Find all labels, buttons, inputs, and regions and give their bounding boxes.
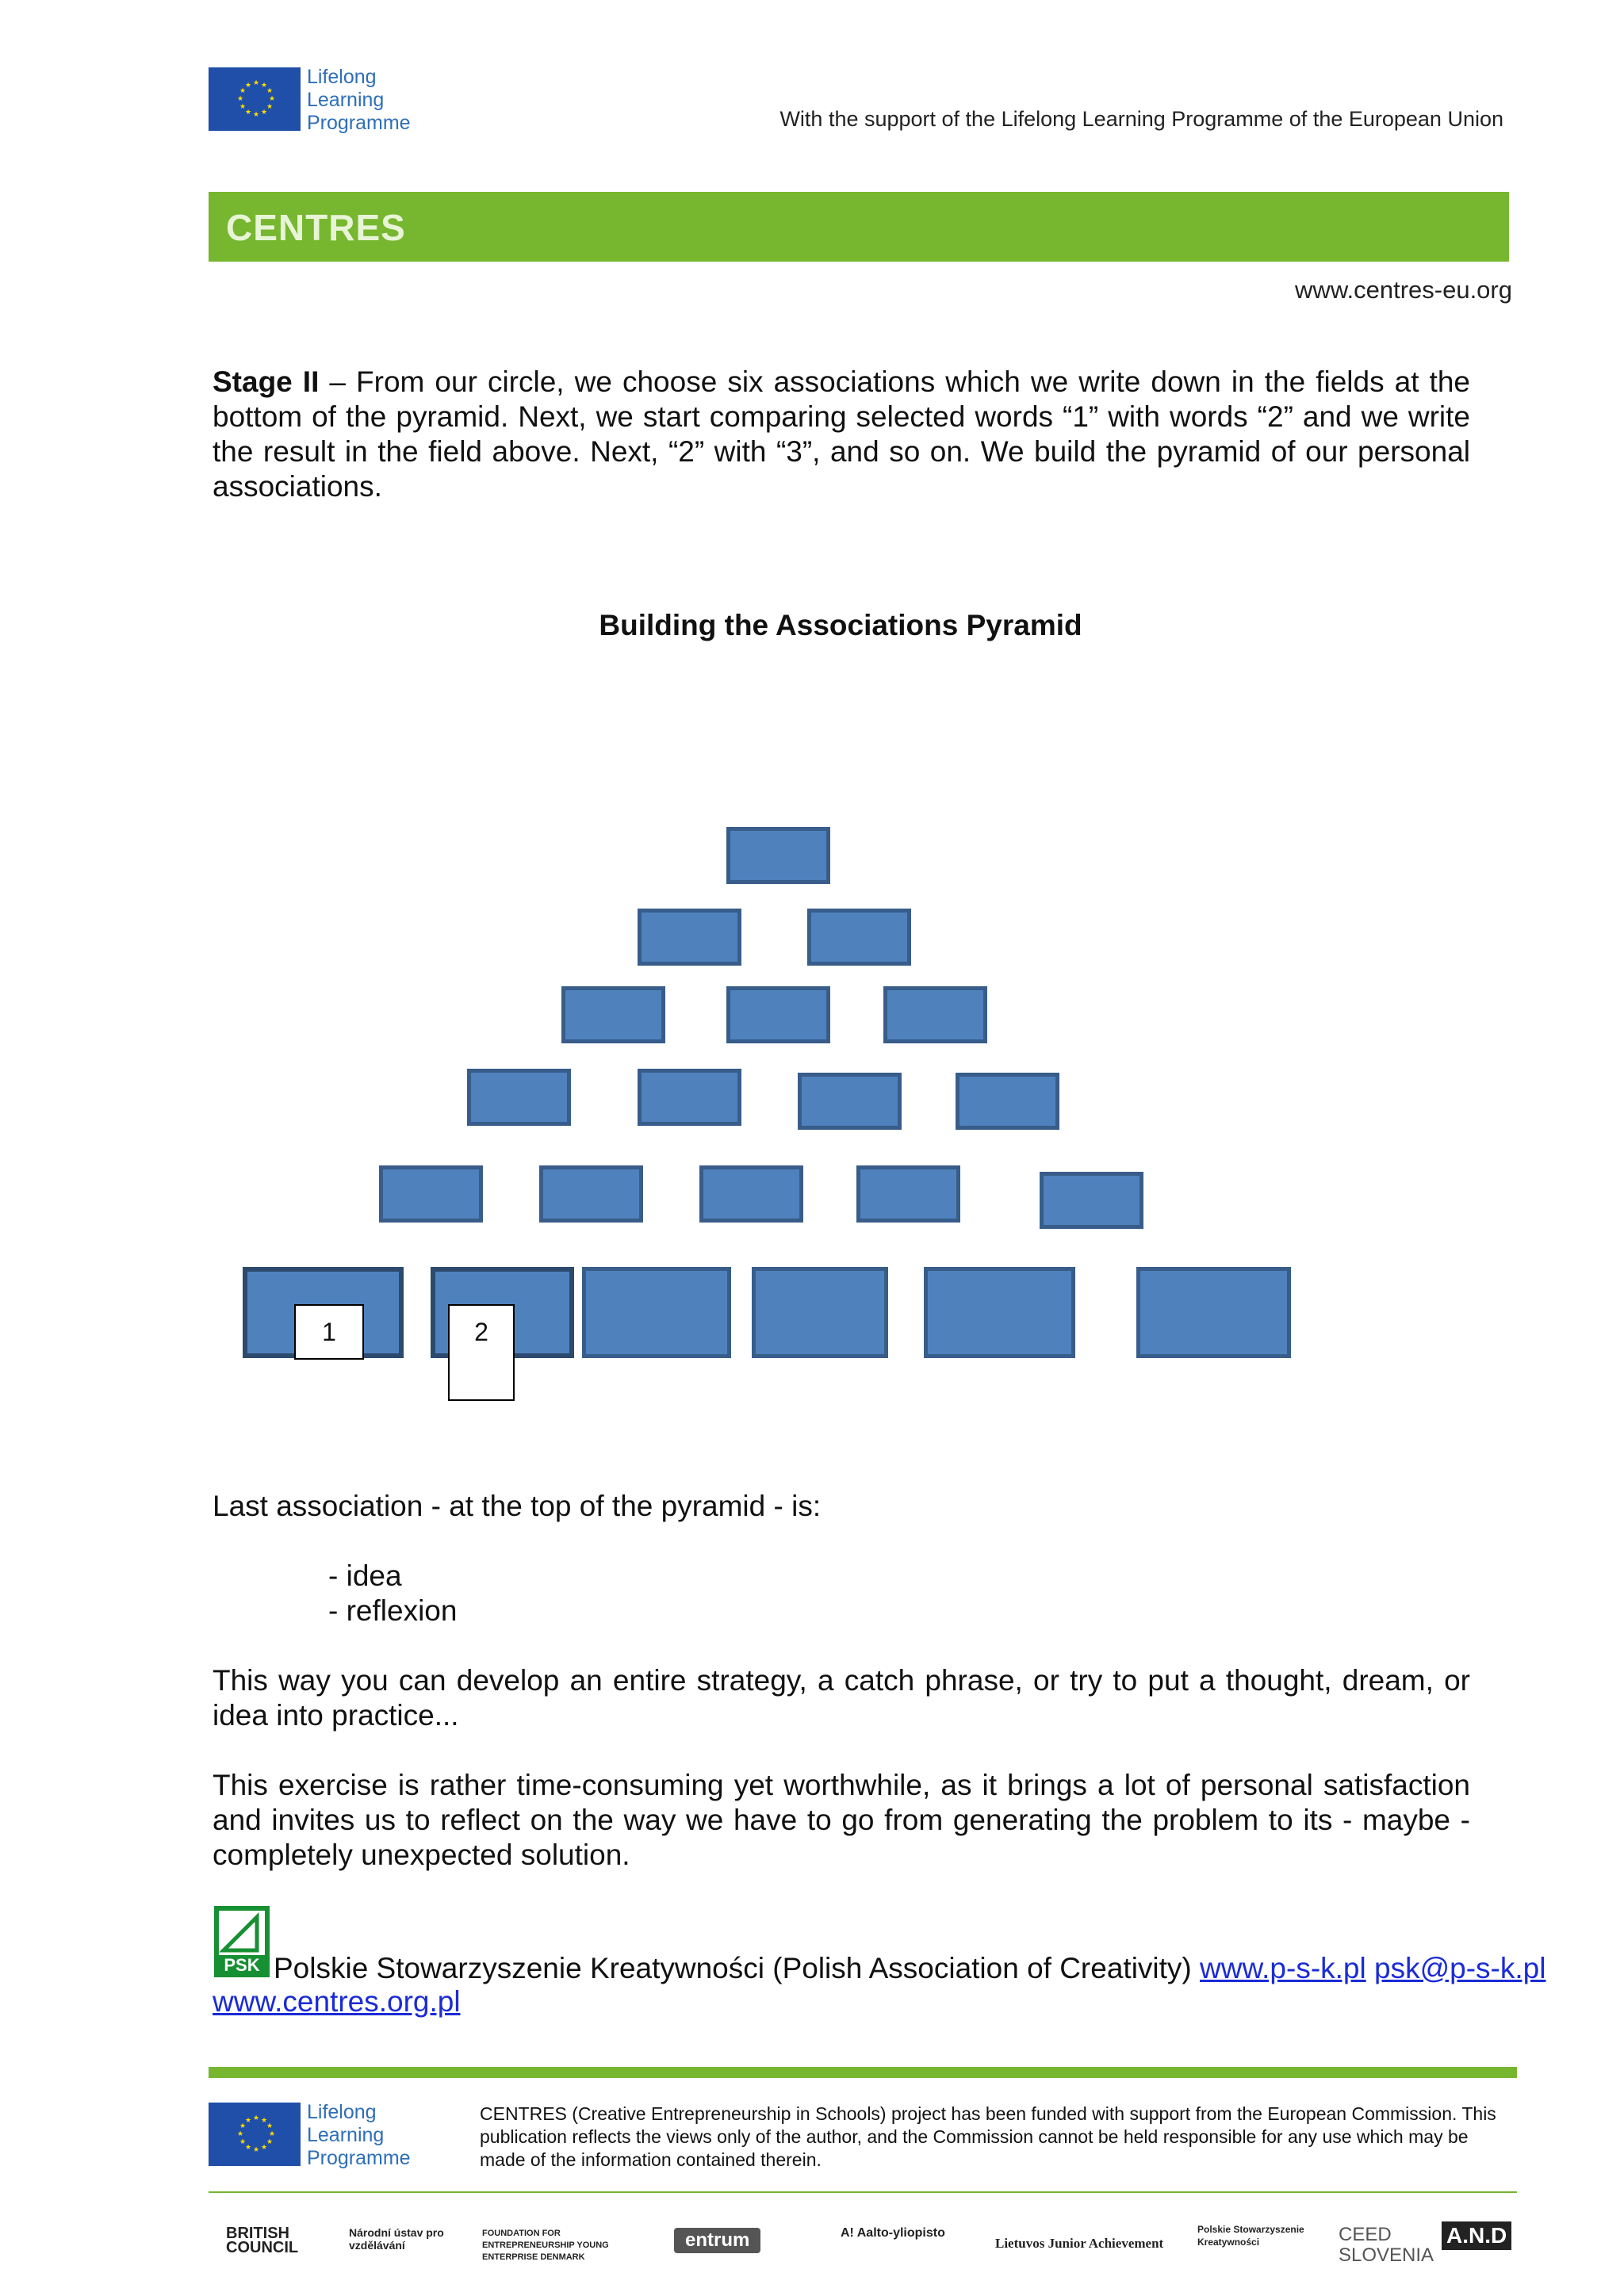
pyramid-box <box>539 1165 643 1223</box>
llp-line-3: Programme <box>307 2147 411 2169</box>
svg-text:★: ★ <box>261 2117 268 2125</box>
psk-email-link[interactable]: psk@p-s-k.pl <box>1374 1952 1546 1984</box>
conclusion-lead: Last association - at the top of the pyramid - is: <box>213 1490 822 1522</box>
svg-text:★: ★ <box>239 2122 247 2130</box>
credit-line <box>274 1951 1545 1986</box>
svg-text:★: ★ <box>239 2138 247 2146</box>
label-box-1: 1 <box>294 1304 364 1360</box>
stage-paragraph <box>213 365 1470 504</box>
eu-flag-icon <box>209 2103 301 2166</box>
partner-ffe-ye: FOUNDATION FOR ENTREPRENEURSHIP YOUNG ENTERPRISE DENMARK <box>482 2229 609 2262</box>
centres-website-link[interactable]: www.centres.org.pl <box>213 1985 461 2018</box>
partner-nuv: Národní ústav pro vzdělávání <box>349 2226 444 2252</box>
partner-psk: Polskie Stowarzyszenie Kreatywności <box>1197 2224 1304 2248</box>
conclusion-paragraph-1: This way you can develop an entire strategy, a catch phrase, or try to put a thought, dream, or idea into practice... <box>213 1664 1470 1732</box>
pyramid-box <box>726 827 830 884</box>
llp-line-2: Learning <box>307 89 385 111</box>
list-item-reflexion: - reflexion <box>328 1594 458 1627</box>
svg-text:★: ★ <box>261 82 268 90</box>
pyramid-base-box <box>582 1267 731 1358</box>
svg-text:★: ★ <box>245 82 252 90</box>
llp-text <box>307 2101 411 2170</box>
svg-text:★: ★ <box>266 87 274 95</box>
pyramid-box <box>467 1069 571 1126</box>
llp-line-1: Lifelong <box>307 2101 377 2123</box>
llp-line-2: Learning <box>307 2124 385 2146</box>
svg-text:★: ★ <box>261 2144 268 2152</box>
psk-website-link[interactable]: www.p-s-k.pl <box>1200 1952 1366 1984</box>
stage-label: Stage II <box>213 365 320 398</box>
pyramid-box <box>379 1165 483 1223</box>
svg-text:★: ★ <box>266 2122 274 2130</box>
pyramid-box <box>1040 1172 1143 1229</box>
pyramid-box <box>798 1073 902 1130</box>
conclusion-paragraph-2: This exercise is rather time-consuming yet worthwhile, as it brings a lot of personal satisfaction and invites us to reflect on the way we have to go from generating the problem to its - maybe - completely unexpected solution. <box>213 1769 1470 1871</box>
svg-text:★: ★ <box>239 87 247 95</box>
svg-text:★: ★ <box>269 95 276 103</box>
website-url: www.centres-eu.org <box>1295 276 1512 304</box>
pyramid-box <box>638 909 741 966</box>
brand-title: CENTRES <box>226 207 406 248</box>
svg-text:★: ★ <box>237 95 244 103</box>
llp-logo-footer <box>209 2103 423 2174</box>
label-box-2: 2 <box>448 1304 515 1401</box>
pyramid-base-box <box>924 1267 1075 1358</box>
llp-text <box>307 66 411 135</box>
svg-text:★: ★ <box>253 2114 260 2122</box>
list-item-idea: - idea <box>328 1559 402 1592</box>
pyramid-box <box>883 986 987 1043</box>
partner-aalto: A! Aalto-yliopisto <box>841 2226 945 2240</box>
partner-lietuvos-ja: Lietuvos Junior Achievement <box>995 2236 1164 2251</box>
partner-entrum: entrum <box>674 2228 760 2253</box>
svg-text:★: ★ <box>266 103 274 111</box>
pyramid-box <box>699 1165 803 1223</box>
svg-text:★: ★ <box>253 2146 260 2154</box>
svg-text:★: ★ <box>245 2144 252 2152</box>
svg-text:★: ★ <box>245 2117 252 2125</box>
psk-logo-text: PSK <box>224 1955 260 1975</box>
partner-british-council: BRITISH COUNCIL <box>226 2225 299 2256</box>
footer-divider <box>209 2067 1517 2078</box>
pyramid-base-box <box>752 1267 888 1358</box>
partner-and: A.N.D <box>1442 2221 1511 2250</box>
pyramid-base-box <box>1136 1267 1291 1358</box>
credit-org: Polskie Stowarzyszenie Kreatywności (Polish Association of Creativity) <box>274 1952 1201 1984</box>
llp-logo <box>209 67 423 139</box>
pyramid-box <box>726 986 830 1043</box>
footer-disclaimer: CENTRES (Creative Entrepreneurship in Schools) project has been funded with support from the European Commission. This publication reflects the views only of the author, and the Commission cannot be held responsible for any use which may be made of the information contained therein. <box>480 2103 1496 2170</box>
svg-text:★: ★ <box>253 111 260 119</box>
svg-text:★: ★ <box>237 2130 244 2138</box>
support-text: With the support of the Lifelong Learning Programme of the European Union <box>779 107 1503 131</box>
svg-text:★: ★ <box>266 2138 274 2146</box>
svg-text:★: ★ <box>239 103 247 111</box>
llp-line-3: Programme <box>307 112 411 134</box>
llp-line-1: Lifelong <box>307 66 377 88</box>
svg-text:★: ★ <box>245 109 252 117</box>
pyramid-box <box>561 986 665 1043</box>
stage-text: – From our circle, we choose six associations which we write down in the fields at the bottom of the pyramid. Next, we start comparing selected words “1” with words “2” and we write the result in the field above. Next, “2” with “3”, and so on. We build the pyramid of our personal associations. <box>213 365 1470 503</box>
pyramid-box <box>638 1069 741 1126</box>
svg-text:★: ★ <box>253 79 260 87</box>
eu-flag-icon <box>209 67 301 131</box>
pyramid-box <box>807 909 911 966</box>
pyramid-box <box>856 1165 960 1223</box>
psk-logo <box>214 1906 270 1977</box>
svg-text:★: ★ <box>269 2130 276 2138</box>
credit-line-2 <box>213 1984 461 2019</box>
pyramid-box <box>956 1073 1059 1130</box>
footer-line <box>209 2191 1517 2193</box>
diagram-title: Building the Associations Pyramid <box>599 609 1082 641</box>
svg-text:★: ★ <box>261 109 268 117</box>
partner-ceed: CEED SLOVENIA <box>1339 2224 1434 2266</box>
brand-banner <box>209 192 1509 262</box>
